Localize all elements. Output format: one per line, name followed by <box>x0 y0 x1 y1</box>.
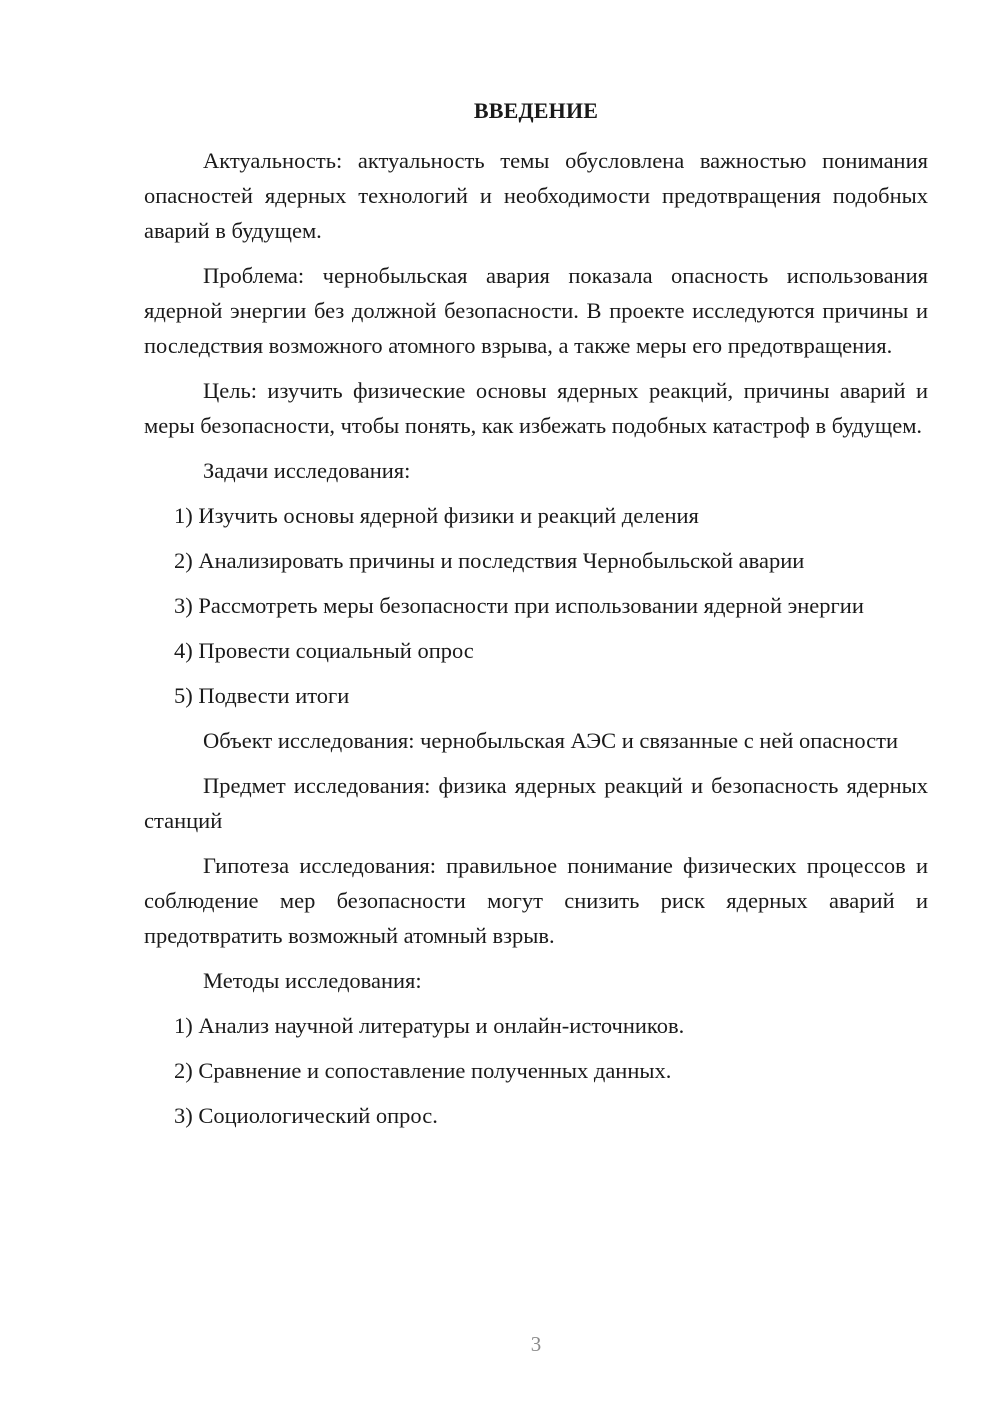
tasks-heading: Задачи исследования: <box>203 458 411 483</box>
task-item: 4) Провести социальный опрос <box>174 638 474 663</box>
object-paragraph: Объект исследования: чернобыльская АЭС и связанные с ней опасности <box>203 728 899 753</box>
problem-paragraph: Проблема: чернобыльская авария показала опасность использования ядерной энергии без должной безопасности. В проекте исследуются причины и последствия возможного атомного взрыва, а также меры его предотвращения. <box>144 263 928 358</box>
hypothesis-paragraph: Гипотеза исследования: правильное понимание физических процессов и соблюдение мер безопасности могут снизить риск ядерных аварий и предотвратить возможный атомный взрыв. <box>144 853 928 948</box>
subject-paragraph: Предмет исследования: физика ядерных реакций и безопасность ядерных станций <box>144 773 928 833</box>
method-item: 3) Социологический опрос. <box>174 1103 438 1128</box>
method-item: 1) Анализ научной литературы и онлайн-источников. <box>174 1013 685 1038</box>
method-item: 2) Сравнение и сопоставление полученных данных. <box>174 1058 672 1083</box>
task-item: 3) Рассмотреть меры безопасности при использовании ядерной энергии <box>174 593 864 618</box>
page-title: ВВЕДЕНИЕ <box>473 98 599 123</box>
relevance-paragraph: Актуальность: актуальность темы обусловлена важностью понимания опасностей ядерных технологий и необходимости предотвращения подобных аварий в будущем. <box>144 148 928 243</box>
goal-paragraph: Цель: изучить физические основы ядерных реакций, причины аварий и меры безопасности, чтобы понять, как избежать подобных катастроф в будущем. <box>144 378 928 438</box>
task-item: 2) Анализировать причины и последствия Чернобыльской аварии <box>174 548 805 573</box>
page-number: 3 <box>530 1332 542 1356</box>
page-body <box>144 143 928 1143</box>
methods-heading: Методы исследования: <box>203 968 422 993</box>
task-item: 1) Изучить основы ядерной физики и реакций деления <box>174 503 699 528</box>
task-item: 5) Подвести итоги <box>174 683 350 708</box>
